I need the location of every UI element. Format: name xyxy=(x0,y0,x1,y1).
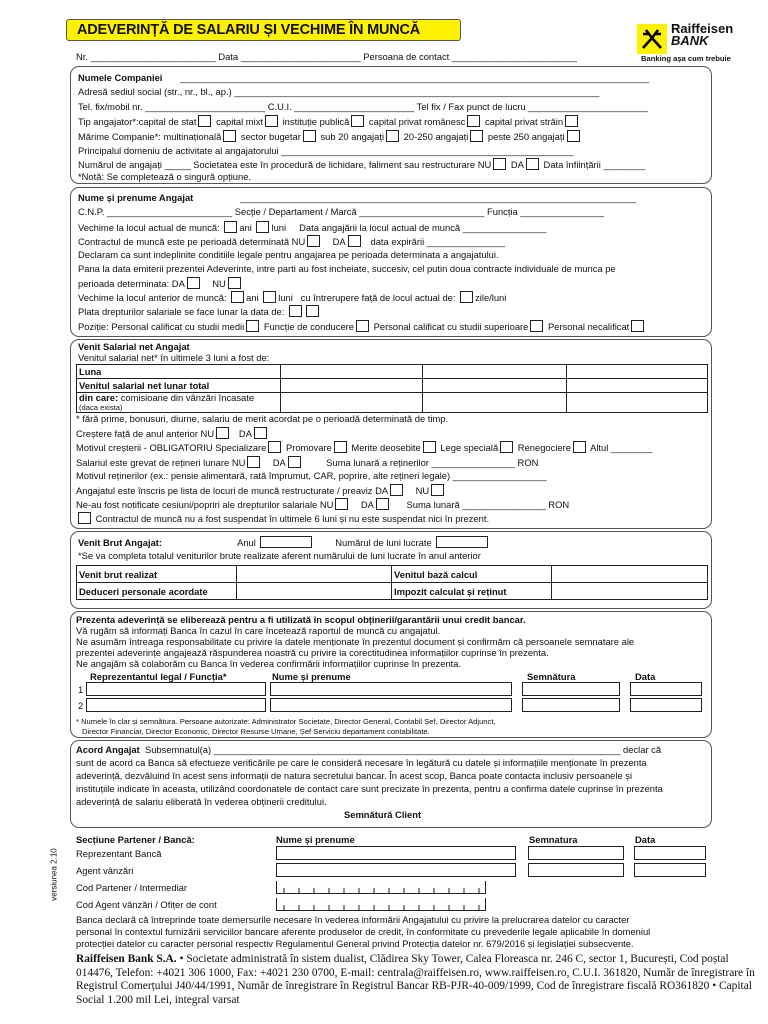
not-suspended-row: Contractul de muncă nu a fost suspendat în ultimele 6 luni și nu este suspendat nici în prezent. xyxy=(76,512,489,524)
bank-tagline: Banking așa cum trebuie xyxy=(641,54,731,63)
checkbox-studii-superioare[interactable] xyxy=(530,320,543,332)
col-representative: Reprezentantul legal / Funcția* xyxy=(90,671,227,682)
representative-input-2[interactable] xyxy=(86,698,266,712)
increase-reason-row: Motivul creșterii - OBLIGATORIU Specializare Promovare Merite deosebite Lege specială Renegociere Altul ________ xyxy=(76,442,653,453)
gross-income-row: Venit Brut Angajat: Anul Numărul de luni lucrate xyxy=(78,536,490,548)
net-income-footnote: * fără prime, bonusuri, diurne, salariu de merit acordat pe o perioadă determinată de timp. xyxy=(76,413,449,424)
bank-declaration-l3: protecției datelor cu caracter personal respectiv Regulamentul General privind Protecția datelor nr. 679/2016 și legislației subsecvente. xyxy=(76,938,634,949)
checkbox-lege-speciala[interactable] xyxy=(500,441,513,453)
checkbox-sector-bugetar[interactable] xyxy=(303,130,316,142)
checkbox-increase-nu[interactable] xyxy=(216,427,229,439)
checkbox-necalificat[interactable] xyxy=(631,320,644,332)
deductions-reason: Motivul reținerilor (ex.: pensie alimentară, rată împrumut, CAR, poprire, alte rețineri legale) __________________ xyxy=(76,470,547,481)
company-size-row: Mărime Companie*: multinațională sector bugetar sub 20 angajați 20-250 angajați peste 250 angajați xyxy=(78,130,582,142)
checkbox-promovare[interactable] xyxy=(334,441,347,453)
consent-l5: adeverință de salariu eliberată în vederea obținerii creditului. xyxy=(76,796,327,807)
prev-years-box[interactable] xyxy=(231,291,244,303)
page-title: ADEVERINȚĂ DE SALARIU ȘI VECHIME ÎN MUNCĂ xyxy=(66,19,461,41)
checkbox-lichidare-nu[interactable] xyxy=(493,158,506,170)
net-income-title: Venit Salarial net Angajat xyxy=(78,341,190,352)
partner-row-label-1: Reprezentant Bancă xyxy=(76,848,162,859)
agent-name-input[interactable] xyxy=(276,863,516,877)
checkbox-deductions-da[interactable] xyxy=(288,456,301,468)
partner-title: Secțiune Partener / Bancă: xyxy=(76,834,195,845)
declaration-l5: Ne angajăm să colaborăm cu Banca în vederea confirmării informațiilor cuprinse în prezenta. xyxy=(76,658,462,669)
checkbox-capital-stat[interactable] xyxy=(198,115,211,127)
checkbox-specializare[interactable] xyxy=(268,441,281,453)
header-row: Nr. ________________________ Data _______________________ Persoana de contact ________________________ xyxy=(76,51,577,62)
version-label: versiunea 2.10 xyxy=(49,848,59,901)
pay-date-box-1[interactable] xyxy=(289,305,302,317)
partner-col-date: Data xyxy=(635,834,656,845)
partner-col-name: Nume și prenume xyxy=(276,834,355,845)
row-number-1: 1 xyxy=(78,684,84,695)
authorized-footnote-1: * Numele în clar și semnătura. Persoane autorizate: Administrator Societate, Director General, Contabil Șef, Director Adjunct, xyxy=(76,717,496,726)
months-worked-input[interactable] xyxy=(436,536,488,548)
col-name: Nume și prenume xyxy=(272,671,351,682)
checkbox-increase-da[interactable] xyxy=(254,427,267,439)
year-input[interactable] xyxy=(260,536,312,548)
gross-income-note: *Se va completa totalul veniturilor brute realizate aferent numărului de luni lucrate în anul anterior xyxy=(78,550,481,561)
contracts-text: Pana la data emiterii prezentei Adeverinte, intre parti au fost incheiate, succesiv, cel putin doua contracte individuale de munca pe xyxy=(78,263,616,274)
agent-signature-input[interactable] xyxy=(528,863,624,877)
pay-date-row: Plata drepturilor salariale se face lunar la data de: xyxy=(78,305,321,317)
bank-rep-date-input[interactable] xyxy=(634,846,706,860)
table-row: Luna xyxy=(77,365,708,379)
company-address: Adresă sediul social (str., nr., bl., ap.) ______________________________________________________________________ xyxy=(78,86,600,97)
checkbox-assignments-nu[interactable] xyxy=(335,498,348,510)
bank-declaration-l1: Banca declară că întreprinde toate demersurile necesare în vederea informării Angajatului cu privire la prelucrarea datelor cu caracter xyxy=(76,914,630,925)
checkbox-capital-mixt[interactable] xyxy=(265,115,278,127)
signature-input-2[interactable] xyxy=(522,698,620,712)
legal-footer: Raiffeisen Bank S.A. • Societate administrată în sistem dualist, Clădirea Sky Tower, Calea Floreasca nr. 246 C, sector 1, București, Cod poștal 014476, Telefon: +4021 306 1000, Fax: +4021 230 0700, E-mail: centrala@raiffeisen.ro, www.raiffeisen.ro, C.U.I. 361820, Număr de înregistrare în Registrul Comerțului J40/44/1991, Număr de înregistrare în Registrul Bancar RB-PJR-40-009/1999, Cod de înregistrare fiscală RO361820 • Capital Social 1.200 mil Lei, integral varsat xyxy=(76,953,755,1006)
net-income-subtitle: Venitul salarial net* în ultimele 3 luni a fost de: xyxy=(78,352,270,363)
agent-date-input[interactable] xyxy=(634,863,706,877)
consent-l3: adeverință, dezvăluind în acest sens informații de natura secretului bancar. În acest scop, Banca poate contacta inclusiv persoanele și xyxy=(76,770,633,781)
employees-row: Numărul de angajați _____ Societatea este în procedură de lichidare, faliment sau restructurare NU DA Data înființării ________ xyxy=(78,159,646,170)
consent-l4: instituțiile indicate în aceasta, utilizând coordonatele de contact care sunt precizate în prezenta, pentru a confirma datele cuprinse în prezenta xyxy=(76,783,663,794)
raiffeisen-logo-icon xyxy=(637,24,667,54)
declaration-l1: Prezenta adeverință se eliberează pentru a fi utilizată în scopul obținerii/garantării unui credit bancar. xyxy=(76,614,526,625)
representative-input-1[interactable] xyxy=(86,682,266,696)
date-input-1[interactable] xyxy=(630,682,702,696)
checkbox-studii-medii[interactable] xyxy=(246,320,259,332)
row-number-2: 2 xyxy=(78,700,84,711)
gross-income-table xyxy=(76,565,708,600)
company-note: *Notă: Se completează o singură opțiune. xyxy=(78,171,252,182)
col-date: Data xyxy=(635,671,656,682)
cnp-row: C.N.P. ________________________ Secție / Departament / Marcă ________________________ Funcția ________________ xyxy=(78,206,604,217)
signature-input-1[interactable] xyxy=(522,682,620,696)
assignments-row: Ne-au fost notificate cesiuni/popriri ale drepturilor salariale NU DA Suma lunară ________________ RON xyxy=(76,499,570,510)
name-input-1[interactable] xyxy=(270,682,512,696)
checkbox-contract-da[interactable] xyxy=(348,235,361,247)
table-row: Venitul salarial net lunar total xyxy=(77,379,708,393)
agent-code-input[interactable] xyxy=(276,898,486,911)
checkbox-restructured-da[interactable] xyxy=(390,484,403,496)
previous-seniority-row: Vechime la locul anterior de muncă: ani luni cu întrerupere față de locul actual de: zile/luni xyxy=(78,292,507,303)
position-row: Poziție: Personal calificat cu studii medii Funcție de conducere Personal calificat cu studii superioare Personal necalificat xyxy=(78,320,646,332)
checkbox-period-nu[interactable] xyxy=(228,277,241,289)
seniority-months-box[interactable] xyxy=(256,221,269,233)
partner-row-label-4: Cod Agent vânzări / Ofițer de cont xyxy=(76,899,217,910)
declaration-l2: Vă rugăm să informați Banca în cazul în care încetează raportul de muncă cu angajatul. xyxy=(76,625,441,636)
checkbox-multinationala[interactable] xyxy=(223,130,236,142)
bank-rep-name-input[interactable] xyxy=(276,846,516,860)
partner-row-label-2: Agent vânzări xyxy=(76,865,134,876)
declaration-conditions: Declaram ca sunt indeplinite conditiile legale pentru angajarea pe perioada determinata a angajatului. xyxy=(78,249,499,260)
checkbox-deductions-nu[interactable] xyxy=(247,456,260,468)
seniority-years-box[interactable] xyxy=(224,221,237,233)
table-row: Deduceri personale acordate Impozit calculat și reținut xyxy=(77,583,708,600)
checkbox-restructured-nu[interactable] xyxy=(431,484,444,496)
prev-months-box[interactable] xyxy=(263,291,276,303)
checkbox-merite[interactable] xyxy=(423,441,436,453)
checkbox-period-da[interactable] xyxy=(187,277,200,289)
bank-declaration-l2: personal în contextul furnizării serviciilor bancare aferente produselor de credit, în conformitate cu prevederile legale aplicabile în domeniul xyxy=(76,926,651,937)
increase-row: Creștere față de anul anterior NU DA xyxy=(76,427,269,439)
checkbox-contract-nu[interactable] xyxy=(307,235,320,247)
company-title: Numele Companiei xyxy=(78,72,163,83)
checkbox-peste-250[interactable] xyxy=(567,130,580,142)
employee-title: Nume și prenume Angajat xyxy=(78,192,194,203)
checkbox-20-250[interactable] xyxy=(470,130,483,142)
checkbox-institutie-publica[interactable] xyxy=(351,115,364,127)
checkbox-capital-privat-strain[interactable] xyxy=(565,115,578,127)
employer-type-row: Tip angajator*:capital de stat capital mixt instituție publică capital privat românesc capital privat străin xyxy=(78,115,580,127)
checkbox-lichidare-da[interactable] xyxy=(526,158,539,170)
bank-logo xyxy=(637,21,757,64)
consent-l1: Acord Angajat Subsemnatul(a) ______________________________________________________________________________ declar că xyxy=(76,744,662,755)
consent-l2: sunt de acord ca Banca să efectueze verificările pe care le consideră necesare în legătură cu datele și informațiile menționate în prezenta xyxy=(76,757,647,768)
activity-domain: Principalul domeniu de activitate al angajatorului ________________________________________________________ xyxy=(78,145,574,156)
checkbox-sub-20[interactable] xyxy=(386,130,399,142)
declaration-l3: Ne asumăm întreaga responsabilitate cu privire la datele menționate în prezentul document și confirmăm că persoanele semnatare ale xyxy=(76,636,635,647)
net-income-table xyxy=(76,364,708,413)
seniority-row: Vechime la locul actual de muncă: ani luni Data angajării la locul actual de muncă ________________ xyxy=(78,222,547,233)
deductions-row: Salariul este grevat de rețineri lunare NU DA Suma lunară a reținerilor ________________ RON xyxy=(76,457,539,468)
checkbox-renegociere[interactable] xyxy=(573,441,586,453)
declaration-l4: prezentei adeverințe angajează răspunderea noastră cu privire la corectitudinea informațiilor cuprinse în prezenta. xyxy=(76,647,549,658)
contract-determined-row: Contractul de muncă este pe perioadă determinată NU DA data expirării _______________ xyxy=(78,236,505,247)
checkbox-assignments-da[interactable] xyxy=(376,498,389,510)
determined-period-row: perioada determinata: DA NU xyxy=(78,277,243,289)
date-input-2[interactable] xyxy=(630,698,702,712)
authorized-footnote-2: Director Financiar, Director Economic, Director Resurse Umane, Șef Serviciu departament contabilitate. xyxy=(82,727,430,736)
table-row: Venit brut realizat Venitul bază calcul xyxy=(77,566,708,583)
company-phone-cui: Tel. fix/mobil nr. _______________________ C.U.I. _______________________ Tel fix / Fax punct de lucru _______________________ xyxy=(78,101,649,112)
partner-code-input[interactable] xyxy=(276,881,486,894)
checkbox-not-suspended[interactable] xyxy=(78,512,91,524)
interruption-box[interactable] xyxy=(460,291,473,303)
bank-rep-signature-input[interactable] xyxy=(528,846,624,860)
bank-name: Raiffeisen BANK xyxy=(671,21,734,48)
table-row: din care: comisioane din vânzări încasate (daca exista) xyxy=(77,393,708,413)
restructured-row: Angajatul este înscris pe lista de locuri de muncă restructurate / preaviz DA NU xyxy=(76,484,446,496)
partner-col-signature: Semnatura xyxy=(529,834,578,845)
pay-date-box-2[interactable] xyxy=(306,305,319,317)
partner-row-label-3: Cod Partener / Intermediar xyxy=(76,882,187,893)
checkbox-conducere[interactable] xyxy=(356,320,369,332)
name-input-2[interactable] xyxy=(270,698,512,712)
checkbox-capital-privat-romanesc[interactable] xyxy=(467,115,480,127)
col-signature: Semnătura xyxy=(527,671,576,682)
client-signature-label: Semnătură Client xyxy=(344,809,422,820)
